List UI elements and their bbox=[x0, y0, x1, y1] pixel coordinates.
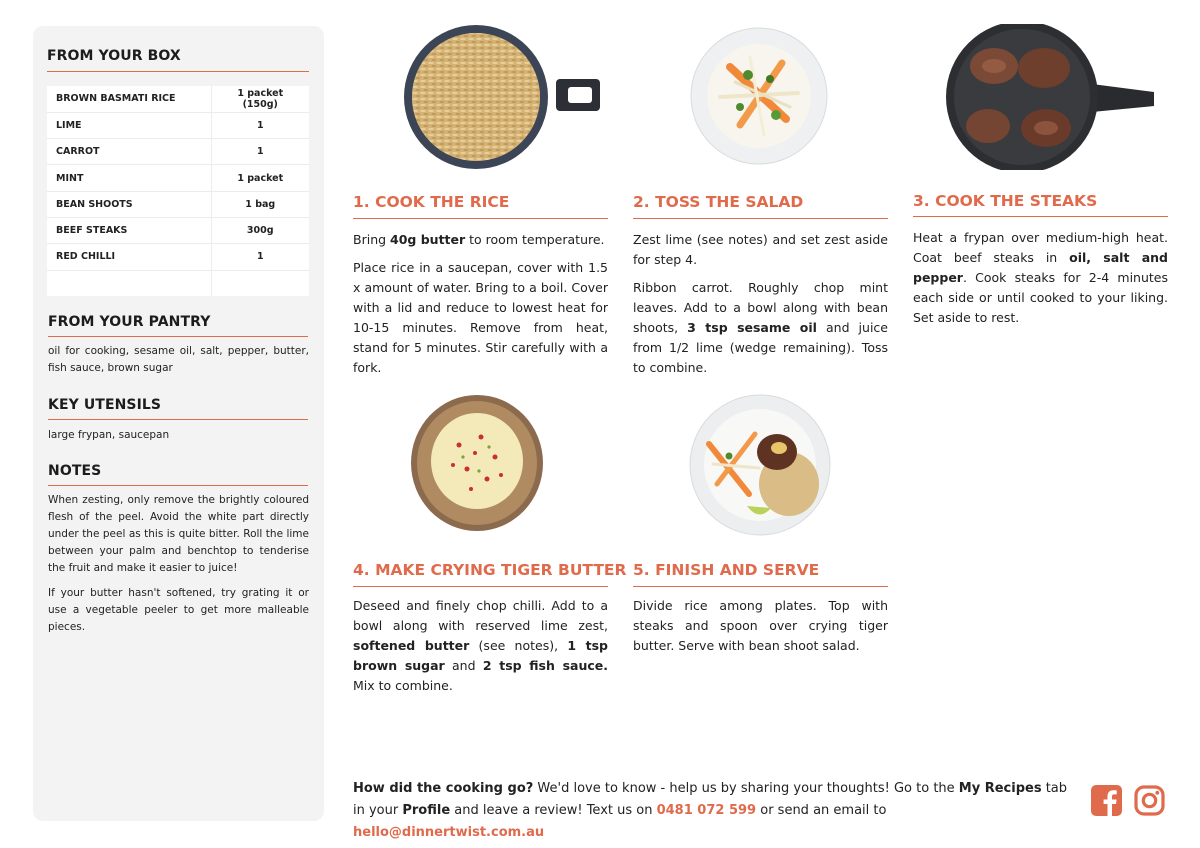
utensils-text: large frypan, saucepan bbox=[48, 429, 170, 441]
step-3-rule bbox=[913, 216, 1168, 217]
facebook-icon[interactable] bbox=[1091, 785, 1122, 816]
feedback-footer bbox=[353, 778, 1073, 844]
my-recipes-link[interactable]: My Recipes bbox=[958, 781, 1042, 796]
ingredient-name-empty bbox=[47, 270, 211, 296]
step-5-body bbox=[633, 596, 888, 664]
step-3-title: 3. COOK THE STEAKS bbox=[913, 192, 1098, 210]
step-2-rule bbox=[633, 218, 888, 219]
step-1-body bbox=[353, 230, 608, 386]
step-4-body bbox=[353, 596, 608, 704]
footer-text-2: tab in your bbox=[353, 781, 1068, 818]
ingredient-name: BEAN SHOOTS bbox=[47, 191, 211, 217]
rice-saucepan-image bbox=[396, 25, 602, 169]
step-1-title: 1. COOK THE RICE bbox=[353, 193, 510, 211]
ingredient-name: LIME bbox=[47, 112, 211, 138]
utensils-rule bbox=[48, 419, 308, 420]
sidebar bbox=[33, 26, 324, 821]
step-4-paragraph bbox=[353, 596, 608, 696]
pantry-heading: FROM YOUR PANTRY bbox=[48, 314, 211, 330]
step-5-paragraph bbox=[633, 596, 888, 656]
step-text: and juice from 1/2 lime (wedge remaining). Toss to combine. bbox=[633, 320, 888, 375]
ingredients-table bbox=[47, 86, 309, 296]
step-1-paragraph bbox=[353, 258, 608, 378]
step-2-paragraph bbox=[633, 230, 888, 270]
ingredient-row bbox=[47, 86, 309, 112]
salad-bowl-image bbox=[690, 27, 828, 165]
step-3-paragraph bbox=[913, 228, 1168, 328]
step-5-rule bbox=[633, 586, 888, 587]
ingredient-name: RED CHILLI bbox=[47, 244, 211, 270]
footer-text-3: and leave a review! Text us on bbox=[450, 803, 657, 818]
phone-number-link[interactable]: 0481 072 599 bbox=[656, 803, 757, 818]
ingredient-quantity: 1 bag bbox=[211, 191, 309, 217]
step-2-body bbox=[633, 230, 888, 386]
utensils-heading: KEY UTENSILS bbox=[48, 397, 162, 413]
notes-paragraph-1: When zesting, only remove the brightly coloured flesh of the peel. Avoid the white part directly under the peel as this is quite bitter. Roll the lime between your palm and benchtop to tenderise the fruit and make it easier to juice! bbox=[48, 494, 309, 574]
ingredient-name: BROWN BASMATI RICE bbox=[47, 86, 211, 112]
ingredient-row bbox=[47, 112, 309, 138]
notes-heading: NOTES bbox=[48, 463, 102, 479]
notes-rule bbox=[48, 485, 308, 486]
steaks-frypan-image bbox=[942, 24, 1160, 170]
ingredient-quantity-empty bbox=[211, 270, 309, 296]
ingredient-row-empty bbox=[47, 270, 309, 296]
ingredient-quantity: 1 bbox=[211, 112, 309, 138]
finished-plate-image bbox=[689, 394, 831, 536]
from-box-rule bbox=[47, 71, 309, 72]
step-text: Ribbon carrot. Roughly chop mint leaves. Add to a bowl along with bean shoots, bbox=[633, 280, 888, 335]
step-text: Zest lime (see notes) and set zest aside for step 4. bbox=[633, 232, 888, 267]
step-3-body bbox=[913, 228, 1168, 336]
ingredient-row bbox=[47, 191, 309, 217]
step-1-rule bbox=[353, 218, 608, 219]
pantry-text: oil for cooking, sesame oil, salt, pepper, butter, fish sauce, brown sugar bbox=[48, 345, 309, 374]
step-text: Mix to combine. bbox=[353, 678, 453, 693]
step-5-title: 5. FINISH AND SERVE bbox=[633, 561, 820, 579]
step-4-rule bbox=[353, 586, 608, 587]
ingredient-quantity: 1 bbox=[211, 139, 309, 165]
profile-link[interactable]: Profile bbox=[402, 803, 451, 818]
ingredient-row bbox=[47, 165, 309, 191]
ingredient-name: CARROT bbox=[47, 139, 211, 165]
pantry-rule bbox=[48, 336, 308, 337]
step-emphasis: oil, salt and pepper bbox=[913, 250, 1168, 285]
ingredient-row bbox=[47, 217, 309, 243]
step-emphasis: 2 tsp fish sauce. bbox=[482, 658, 608, 673]
footer-text-4: or send an email to bbox=[756, 803, 887, 818]
ingredient-quantity: 1 packet (150g) bbox=[211, 86, 309, 112]
step-text: Place rice in a saucepan, cover with 1.5 x amount of water. Bring to a boil. Cover with a lid and reduce to lowest heat for 10-15 minutes. Remove from heat, stand for 5 minutes. Stir carefully with a fork. bbox=[353, 260, 608, 375]
ingredient-row bbox=[47, 244, 309, 270]
step-emphasis: 3 tsp sesame oil bbox=[687, 320, 817, 335]
footer-question: How did the cooking go? bbox=[353, 781, 534, 796]
step-text: Divide rice among plates. Top with steaks and spoon over crying tiger butter. Serve with bean shoot salad. bbox=[633, 598, 888, 653]
step-text: to room temperature. bbox=[465, 232, 605, 247]
ingredient-name: BEEF STEAKS bbox=[47, 217, 211, 243]
instagram-icon[interactable] bbox=[1134, 785, 1165, 816]
email-link[interactable]: hello@dinnertwist.com.au bbox=[353, 825, 545, 840]
step-text: and bbox=[444, 658, 483, 673]
step-text: (see notes), bbox=[469, 638, 568, 653]
notes-paragraph-2: If your butter hasn't softened, try grating it or use a vegetable peeler to get more malleable pieces. bbox=[48, 587, 309, 633]
ingredient-quantity: 300g bbox=[211, 217, 309, 243]
step-text: Heat a frypan over medium-high heat. Coat beef steaks in bbox=[913, 230, 1168, 265]
step-2-paragraph bbox=[633, 278, 888, 378]
step-emphasis: 1 tsp brown sugar bbox=[353, 638, 609, 673]
butter-bowl-image bbox=[411, 395, 543, 532]
ingredient-quantity: 1 bbox=[211, 244, 309, 270]
step-1-paragraph bbox=[353, 230, 608, 250]
step-text: Bring bbox=[353, 232, 391, 247]
step-text: . Cook steaks for 2-4 minutes each side or until cooked to your liking. Set aside to rest. bbox=[913, 270, 1168, 325]
from-box-heading: FROM YOUR BOX bbox=[47, 48, 181, 64]
ingredient-row bbox=[47, 139, 309, 165]
footer-text-1: We'd love to know - help us by sharing your thoughts! Go to the bbox=[533, 781, 959, 796]
step-text: Deseed and finely chop chilli. Add to a bowl along with reserved lime zest, bbox=[353, 598, 608, 633]
step-emphasis: softened butter bbox=[353, 638, 470, 653]
step-4-title: 4. MAKE CRYING TIGER BUTTER bbox=[353, 561, 627, 579]
step-emphasis: 40g butter bbox=[390, 232, 466, 247]
ingredient-name: MINT bbox=[47, 165, 211, 191]
step-2-title: 2. TOSS THE SALAD bbox=[633, 193, 804, 211]
ingredient-quantity: 1 packet bbox=[211, 165, 309, 191]
